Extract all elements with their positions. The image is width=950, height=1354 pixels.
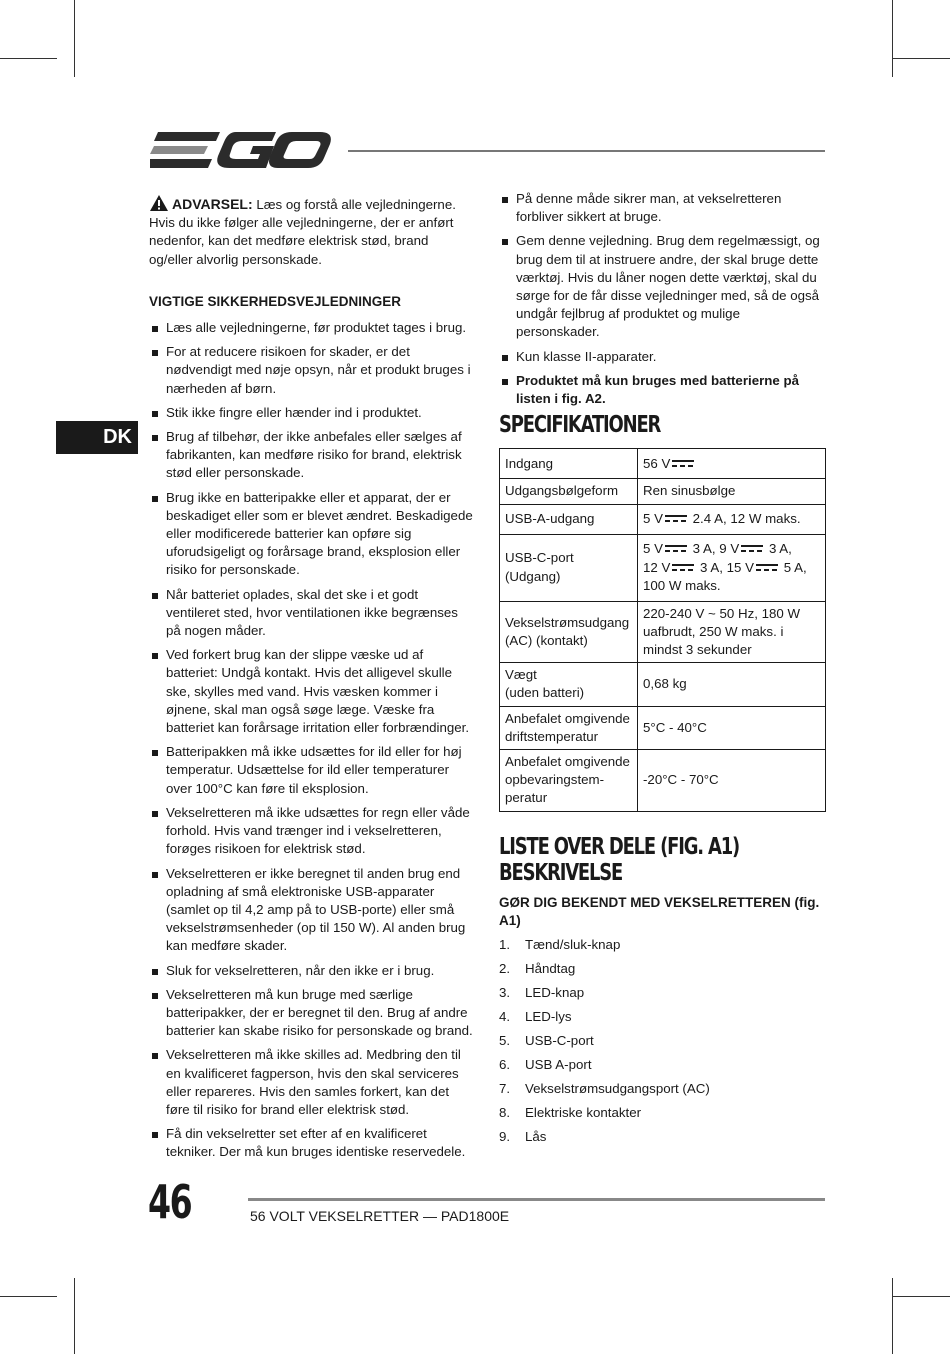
list-item: Ved forkert brug kan der slippe væske ud af batteriet: Undgå kontakt. Hvis det alligevel skulle ske, skylles med vand. Hvis væsken kommer i øjnene, skal man også søge læge. Væske fra batteriet kan forårsage irritation eller forbrændinger. (149, 646, 475, 737)
dc-symbol-icon (756, 564, 778, 572)
cell-text: driftstemperatur (505, 728, 599, 744)
item-label: LED-knap (525, 985, 585, 1001)
crop-mark (0, 58, 57, 59)
cell-text: 56 V (643, 455, 671, 471)
right-column (499, 190, 826, 1152)
cell-text: (uden batteri) (505, 685, 585, 701)
item-label: USB A-port (525, 1057, 592, 1073)
cell-text: 3 A, (765, 541, 792, 557)
table-cell (638, 449, 826, 479)
list-item: Produktet må kun bruges med batterierne på listen i fig. A2. (499, 372, 826, 408)
cell-text: (Udgang) (505, 568, 561, 584)
table-cell (500, 750, 638, 812)
list-item: Brug af tilbehør, der ikke anbefales eller sælges af fabrikanten, kan medføre risiko for brand, elektrisk stød eller personskade. (149, 428, 475, 483)
safety-list-right (499, 190, 826, 408)
crop-mark (893, 58, 950, 59)
item-number: 5. (499, 1033, 511, 1049)
crop-mark (74, 1278, 75, 1354)
cell-text: 5 V (643, 511, 663, 527)
list-item: Læs alle vejledningerne, før produktet tages i brug. (149, 319, 475, 337)
dc-symbol-icon (665, 545, 687, 553)
cell-text: Vægt (505, 667, 537, 683)
language-tab: DK (56, 421, 138, 454)
list-item: Sluk for vekselretteren, når den ikke er i brug. (149, 962, 475, 980)
parts-heading: LISTE OVER DELE (FIG. A1) (499, 833, 740, 860)
table-cell: Indgang (500, 449, 638, 479)
dc-symbol-icon (665, 515, 687, 523)
list-item (499, 1032, 826, 1056)
parts-list (499, 936, 826, 1152)
table-row (500, 449, 826, 479)
list-item: Batteripakken må ikke udsættes for ild eller for høj temperatur. Udsættelse for ild eller temperaturer over 100°C kan føre til eksplosion. (149, 743, 475, 798)
item-label: LED-lys (525, 1009, 572, 1025)
table-cell: 5°C - 40°C (638, 706, 826, 749)
table-cell: Ren sinusbølge (638, 479, 826, 504)
warning-paragraph (149, 194, 475, 269)
item-number: 4. (499, 1009, 511, 1025)
parts-subheading: GØR DIG BEKENDT MED VEKSELRETTEREN (fig. A1) (499, 895, 820, 929)
list-item (499, 1104, 826, 1128)
item-number: 8. (499, 1105, 511, 1121)
cell-text: 2.4 A, 12 W maks. (688, 511, 801, 527)
list-item (499, 936, 826, 960)
dc-symbol-icon (672, 564, 694, 572)
list-item (499, 1080, 826, 1104)
list-item: Vekselretteren er ikke beregnet til anden brug end opladning af små elektroniske USB-apparater (samlet op til 4,2 amp på to USB-porte) eller små vekselstrømsenheder (op til 150 W). Al anden brug kan medføre skader. (149, 865, 475, 956)
list-item: Få din vekselretter set efter af en kvalificeret tekniker. Der må kun bruges identiske reservedele. (149, 1125, 475, 1161)
table-cell (500, 601, 638, 663)
cell-text: (AC) (kontakt) (505, 632, 588, 648)
cell-text: Vekselstrømsudgang (505, 614, 630, 630)
safety-list-left (149, 319, 475, 1162)
item-number: 3. (499, 985, 511, 1001)
item-number: 9. (499, 1129, 511, 1145)
table-cell (500, 534, 638, 601)
crop-mark (893, 1296, 950, 1297)
ego-logo (150, 128, 332, 172)
list-item (499, 1128, 826, 1152)
crop-mark (74, 0, 75, 77)
cell-text: 5 A, (780, 559, 807, 575)
crop-mark (892, 0, 893, 77)
cell-text: 3 A, 15 V (696, 559, 755, 575)
list-item: Vekselretteren må ikke skilles ad. Medbring den til en kvalificeret fagperson, hvis den skal serviceres eller repareres. Hvis den samles forkert, kan det føre til risiko for brand eller elektrisk stød. (149, 1046, 475, 1119)
safety-heading: VIGTIGE SIKKERHEDSVEJLEDNINGER (149, 293, 402, 309)
cell-text: opbevaringstem- (505, 772, 605, 788)
table-row (500, 601, 826, 663)
list-item: Kun klasse II-apparater. (499, 348, 826, 366)
cell-text: Anbefalet omgivende (505, 710, 630, 726)
list-item: På denne måde sikrer man, at vekselretteren forbliver sikkert at bruge. (499, 190, 826, 226)
warning-icon (149, 194, 169, 212)
item-number: 1. (499, 937, 511, 953)
list-item: Vekselretteren må ikke udsættes for regn eller våde forhold. Hvis vand trænger ind i vekselretteren, forøges risikoen for elektrisk stød. (149, 804, 475, 859)
page-number: 46 (148, 1175, 192, 1229)
dc-symbol-icon (741, 545, 763, 553)
table-cell: 220-240 V ~ 50 Hz, 180 W uafbrudt, 250 W maks. i mindst 3 sekunder (638, 601, 826, 663)
table-row (500, 706, 826, 749)
cell-text: 12 V (643, 559, 671, 575)
cell-text: 5 V (643, 541, 663, 557)
table-row (500, 534, 826, 601)
item-label: USB-C-port (525, 1033, 594, 1049)
table-row (500, 750, 826, 812)
cell-text: 100 W maks. (643, 577, 721, 593)
cell-text: peratur (505, 790, 548, 806)
list-item: Brug ikke en batteripakke eller et apparat, der er beskadiget eller som er blevet ændret. Beskadigede eller modificerede batterier kan opføre sig uforudsigeligt og forårsage brand, eksplosion eller risiko for personskade. (149, 489, 475, 580)
list-item (499, 960, 826, 984)
cell-text: Anbefalet omgivende (505, 754, 630, 770)
item-label: Elektriske kontakter (525, 1105, 642, 1121)
table-cell: USB-A-udgang (500, 504, 638, 534)
dc-symbol-icon (672, 460, 694, 468)
list-item: For at reducere risikoen for skader, er det nødvendigt med nøje opsyn, når et produkt bruges i nærheden af børn. (149, 343, 475, 398)
table-cell (638, 504, 826, 534)
item-label: Lås (525, 1129, 547, 1145)
item-number: 6. (499, 1057, 511, 1073)
list-item: Stik ikke fingre eller hænder ind i produktet. (149, 404, 475, 422)
item-label: Håndtag (525, 961, 576, 977)
crop-mark (892, 1278, 893, 1354)
item-number: 7. (499, 1081, 511, 1097)
list-item: Vekselretteren må kun bruge med særlige batteripakker, der er beregnet til den. Brug af andre batterier kan skabe risiko for personskade og brand. (149, 986, 475, 1041)
table-cell (500, 663, 638, 706)
specs-heading: SPECIFIKATIONER (499, 412, 661, 439)
table-cell (500, 706, 638, 749)
list-item (499, 1008, 826, 1032)
table-cell: Udgangsbølgeform (500, 479, 638, 504)
table-cell: -20°C - 70°C (638, 750, 826, 812)
table-row (500, 479, 826, 504)
cell-text: 3 A, 9 V (688, 541, 740, 557)
cell-text: USB-C-port (505, 550, 574, 566)
list-item: Gem denne vejledning. Brug dem regelmæssigt, og brug dem til at instruere andre, der skal bruge dette værktøj. Hvis du låner nogen dette værktøj, skal du sørge for de får disse vejledninger med, så de også undgår fejlbrug af produktet og mulige personskader. (499, 232, 826, 341)
list-item: Når batteriet oplades, skal det ske i et godt ventileret sted, hvor ventilationen ikke begrænses på nogen måder. (149, 586, 475, 641)
table-row (500, 663, 826, 706)
header-rule (348, 150, 825, 152)
table-row (500, 504, 826, 534)
table-cell: 0,68 kg (638, 663, 826, 706)
left-column (149, 194, 475, 1168)
description-heading: BESKRIVELSE (499, 859, 623, 886)
footer-rule (248, 1198, 825, 1201)
warning-text: Læs og forstå alle vejledningerne. Hvis du ikke følger alle vejledningerne, der er anført nedenfor, kan det medføre elektrisk stød, brand og/eller alvorlig personskade. (149, 197, 456, 267)
item-number: 2. (499, 961, 511, 977)
item-label: Vekselstrømsudgangsport (AC) (525, 1081, 710, 1097)
table-cell (638, 534, 826, 601)
warning-label: ADVARSEL: (172, 196, 253, 212)
crop-mark (0, 1296, 57, 1297)
spec-table (499, 448, 826, 811)
list-item (499, 1056, 826, 1080)
list-item (499, 984, 826, 1008)
item-label: Tænd/sluk-knap (525, 937, 621, 953)
footer-title: 56 VOLT VEKSELRETTER — PAD1800E (250, 1208, 510, 1224)
